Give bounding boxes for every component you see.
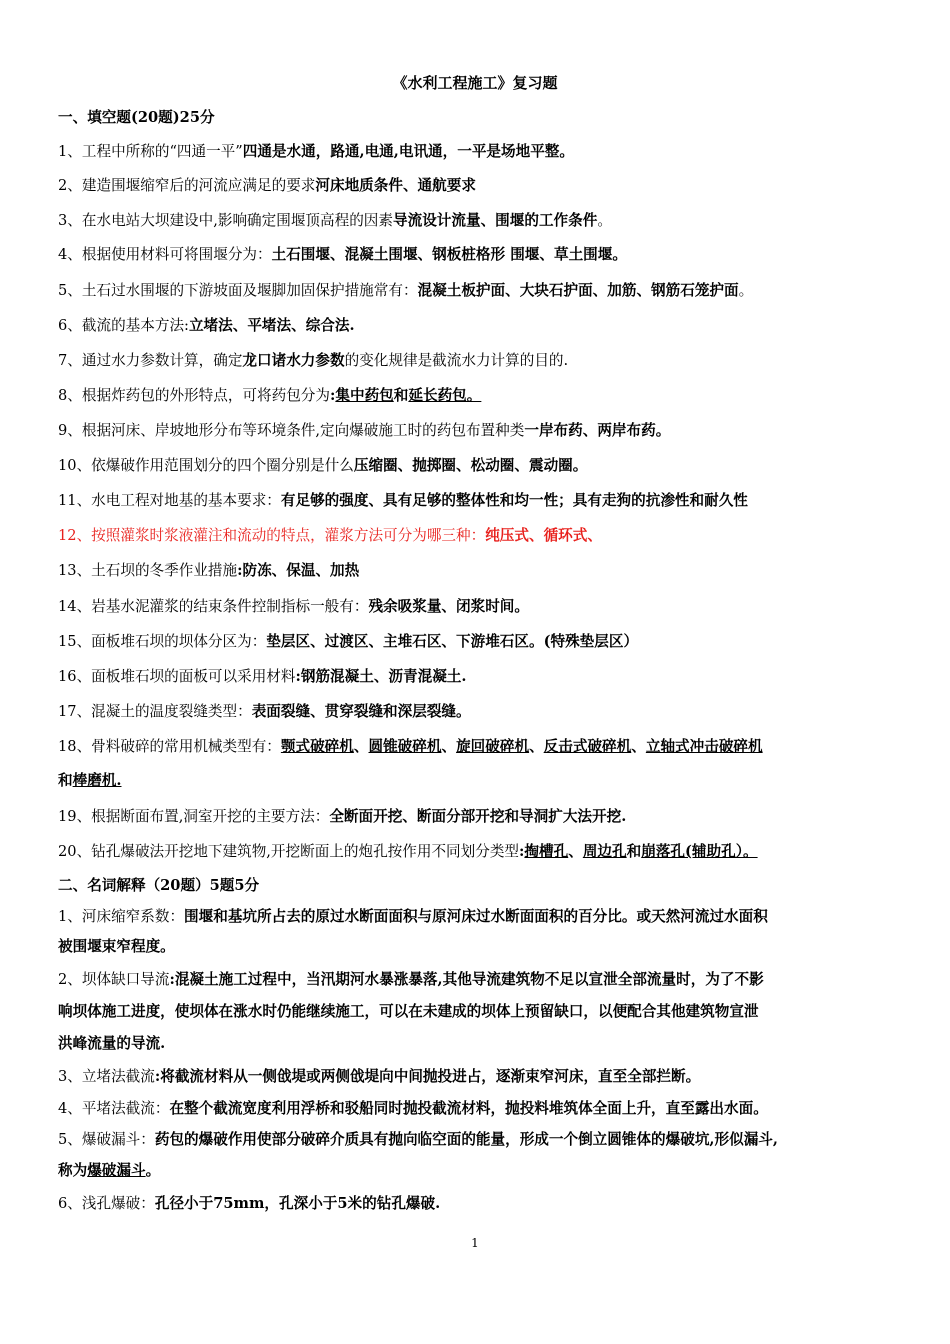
- s1-item-13: 13、土石坝的冬季作业措施:防冻、保温、加热: [58, 562, 360, 579]
- s1-item-1: 1、工程中所称的“四通一平”四通是水通，路通,电通,电讯通，一平是场地平整。: [58, 143, 574, 160]
- s1-item-3: 3、在水电站大坝建设中,影响确定围堰顶高程的因素导流设计流量、围堰的工作条件。: [58, 212, 612, 229]
- s2-item-2-cont2: 洪峰流量的导流.: [58, 1035, 166, 1052]
- s1-item-2: 2、建造围堰缩窄后的河流应满足的要求河床地质条件、通航要求: [58, 177, 476, 194]
- s1-item-6: 6、截流的基本方法:立堵法、平堵法、综合法.: [58, 317, 355, 334]
- section2-heading: 二、名词解释（20题）5题5分: [58, 877, 260, 894]
- s1-item-16: 16、面板堆石坝的面板可以采用材料:钢筋混凝土、沥青混凝土.: [58, 668, 467, 685]
- s1-item-5: 5、土石过水围堰的下游坡面及堰脚加固保护措施常有：混凝土板护面、大块石护面、加筋、钢筋石笼护面。: [58, 282, 754, 299]
- s1-item-14: 14、岩基水泥灌浆的结束条件控制指标一般有：残余吸浆量、闭浆时间。: [58, 598, 529, 615]
- page-number: 1: [471, 1236, 479, 1250]
- section1-heading: 一、填空题(20题)25分: [58, 109, 215, 126]
- s1-item-10: 10、依爆破作用范围划分的四个圈分别是什么压缩圈、抛掷圈、松动圈、震动圈。: [58, 457, 588, 474]
- s1-item-17: 17、混凝土的温度裂缝类型：表面裂缝、贯穿裂缝和深层裂缝。: [58, 703, 471, 720]
- s2-item-6: 6、浅孔爆破：孔径小于75mm，孔深小于5米的钻孔爆破.: [58, 1195, 441, 1212]
- s2-item-4: 4、平堵法截流：在整个截流宽度利用浮桥和驳船同时抛投截流材料，抛投料堆筑体全面上升，直至露出水面。: [58, 1100, 768, 1117]
- s1-item-9: 9、根据河床、岸坡地形分布等环境条件,定向爆破施工时的药包布置种类一岸布药、两岸布药。: [58, 422, 671, 439]
- s1-item-7: 7、通过水力参数计算，确定龙口诸水力参数的变化规律是截流水力计算的目的.: [58, 352, 569, 369]
- document-title: 《水利工程施工》复习题: [392, 74, 558, 92]
- s1-item-20: 20、钻孔爆破法开挖地下建筑物,开挖断面上的炮孔按作用不同划分类型:掏槽孔、周边孔和崩落孔(辅助孔）。: [58, 843, 758, 860]
- s1-item-19: 19、根据断面布置,洞室开挖的主要方法：全断面开挖、断面分部开挖和导洞扩大法开挖.: [58, 808, 627, 825]
- s1-item-8: 8、根据炸药包的外形特点，可将药包分为:集中药包和延长药包。: [58, 387, 482, 404]
- s2-item-1-cont: 被围堰束窄程度。: [58, 938, 175, 955]
- s1-item-4: 4、根据使用材料可将围堰分为：土石围堰、混凝土围堰、钢板桩格形 围堰、草土围堰。: [58, 246, 627, 263]
- s1-item-12: 12、按照灌浆时浆液灌注和流动的特点，灌浆方法可分为哪三种：纯压式、循环式、: [58, 527, 602, 544]
- s2-item-2-cont: 响坝体施工进度，使坝体在涨水时仍能继续施工，可以在未建成的坝体上预留缺口，以便配合其他建筑物宣泄: [58, 1003, 759, 1020]
- s1-item-18-cont: 和棒磨机.: [58, 772, 122, 789]
- s2-item-3: 3、立堵法截流:将截流材料从一侧戗堤或两侧戗堤向中间抛投进占，逐渐束窄河床，直至全部拦断。: [58, 1068, 701, 1085]
- s1-item-18: 18、骨料破碎的常用机械类型有：颚式破碎机、圆锥破碎机、旋回破碎机、反击式破碎机、立轴式冲击破碎机: [58, 738, 763, 755]
- s2-item-5-cont: 称为爆破漏斗。: [58, 1162, 161, 1179]
- s2-item-1: 1、河床缩窄系数：围堰和基坑所占去的原过水断面面积与原河床过水断面面积的百分比。或天然河流过水面积: [58, 908, 768, 925]
- s1-item-11: 11、水电工程对地基的基本要求：有足够的强度、具有足够的整体性和均一性；具有走狗的抗渗性和耐久性: [58, 492, 748, 509]
- s2-item-5: 5、爆破漏斗：药包的爆破作用使部分破碎介质具有抛向临空面的能量，形成一个倒立圆锥体的爆破坑,形似漏斗,: [58, 1131, 778, 1148]
- s2-item-2: 2、坝体缺口导流:混凝土施工过程中，当汛期河水暴涨暴落,其他导流建筑物不足以宣泄全部流量时，为了不影: [58, 971, 764, 988]
- s1-item-15: 15、面板堆石坝的坝体分区为：垫层区、过渡区、主堆石区、下游堆石区。(特殊垫层区）: [58, 633, 639, 650]
